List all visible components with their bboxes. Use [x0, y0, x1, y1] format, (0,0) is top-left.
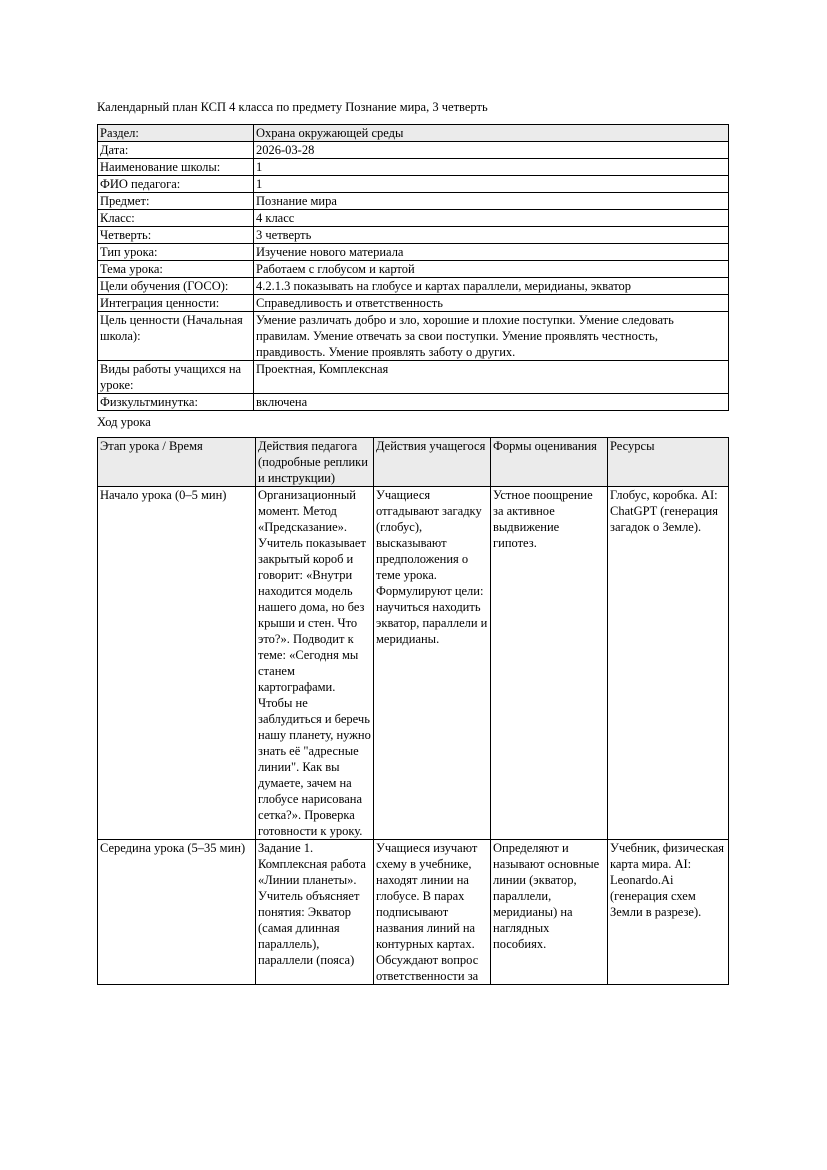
- table-row: [98, 159, 729, 176]
- info-value: 4 класс: [254, 210, 729, 227]
- info-label: Предмет:: [98, 193, 254, 210]
- info-label: ФИО педагога:: [98, 176, 254, 193]
- table-row: [98, 244, 729, 261]
- table-row: [98, 840, 729, 985]
- lesson-table-header-row: [98, 438, 729, 487]
- lesson-column-header: Ресурсы: [608, 438, 729, 487]
- table-row: [98, 193, 729, 210]
- lesson-cell-student: Учащиеся изучают схему в учебнике, находят линии на глобусе. В парах подписывают названия линий на контурных картах. Обсуждают вопрос ответственности за: [374, 840, 491, 985]
- info-value: Умение различать добро и зло, хорошие и плохие поступки. Умение следовать правилам. Умение отвечать за свои поступки. Умение проявлять честность, правдивость. Умение проявлять заботу о других.: [254, 312, 729, 361]
- info-label: Раздел:: [98, 125, 254, 142]
- lesson-cell-assessment: Устное поощрение за активное выдвижение гипотез.: [491, 487, 608, 840]
- document-title: Календарный план КСП 4 класса по предмету Познание мира, 3 четверть: [97, 100, 488, 114]
- table-row: [98, 125, 729, 142]
- info-value: Проектная, Комплексная: [254, 361, 729, 394]
- table-row: [98, 176, 729, 193]
- info-value: 1: [254, 159, 729, 176]
- lesson-info-table: [97, 124, 729, 411]
- info-label: Физкультминутка:: [98, 394, 254, 411]
- lesson-cell-student: Учащиеся отгадывают загадку (глобус), высказывают предположения о теме урока. Формулируют цели: научиться находить экватор, параллели и меридианы.: [374, 487, 491, 840]
- lesson-cell-teacher: Организационный момент. Метод «Предсказание». Учитель показывает закрытый короб и говорит: «Внутри находится модель нашего дома, но без крыши и стен. Что это?». Подводит к теме: «Сегодня мы станем картографами. Чтобы не заблудиться и беречь нашу планету, нужно знать её "адресные линии". Как вы думаете, зачем на глобусе нарисована сетка?». Проверка готовности к уроку.: [256, 487, 374, 840]
- table-row: [98, 487, 729, 840]
- section-heading: Ход урока: [97, 415, 151, 429]
- lesson-cell-teacher: Задание 1. Комплексная работа «Линии планеты». Учитель объясняет понятия: Экватор (самая длинная параллель), параллели (пояса): [256, 840, 374, 985]
- info-label: Интеграция ценности:: [98, 295, 254, 312]
- table-row: [98, 278, 729, 295]
- info-label: Наименование школы:: [98, 159, 254, 176]
- info-value: Справедливость и ответственность: [254, 295, 729, 312]
- info-label: Дата:: [98, 142, 254, 159]
- document-content: [97, 99, 728, 985]
- table-row: [98, 295, 729, 312]
- table-row: [98, 361, 729, 394]
- lesson-cell-resources: Учебник, физическая карта мира. AI: Leonardo.Ai (генерация схем Земли в разрезе).: [608, 840, 729, 985]
- info-label: Цель ценности (Начальная школа):: [98, 312, 254, 361]
- info-label: Цели обучения (ГОСО):: [98, 278, 254, 295]
- info-value: Работаем с глобусом и картой: [254, 261, 729, 278]
- info-label: Четверть:: [98, 227, 254, 244]
- table-row: [98, 312, 729, 361]
- info-label: Тема урока:: [98, 261, 254, 278]
- lesson-cell-resources: Глобус, коробка. AI: ChatGPT (генерация загадок о Земле).: [608, 487, 729, 840]
- info-value: 4.2.1.3 показывать на глобусе и картах параллели, меридианы, экватор: [254, 278, 729, 295]
- table-row: [98, 227, 729, 244]
- lesson-cell-stage: Середина урока (5–35 мин): [98, 840, 256, 985]
- info-value: Познание мира: [254, 193, 729, 210]
- lesson-column-header: Действия педагога (подробные реплики и инструкции): [256, 438, 374, 487]
- info-value: Изучение нового материала: [254, 244, 729, 261]
- info-value: 2026-03-28: [254, 142, 729, 159]
- lesson-column-header: Действия учащегося: [374, 438, 491, 487]
- table-row: [98, 394, 729, 411]
- lesson-flow-table: [97, 437, 729, 985]
- info-label: Виды работы учащихся на уроке:: [98, 361, 254, 394]
- lesson-cell-stage: Начало урока (0–5 мин): [98, 487, 256, 840]
- lesson-column-header: Формы оценивания: [491, 438, 608, 487]
- info-value: Охрана окружающей среды: [254, 125, 729, 142]
- table-row: [98, 142, 729, 159]
- lesson-cell-assessment: Определяют и называют основные линии (экватор, параллели, меридианы) на наглядных пособиях.: [491, 840, 608, 985]
- table-row: [98, 210, 729, 227]
- info-value: 3 четверть: [254, 227, 729, 244]
- info-label: Тип урока:: [98, 244, 254, 261]
- info-value: включена: [254, 394, 729, 411]
- table-row: [98, 261, 729, 278]
- info-label: Класс:: [98, 210, 254, 227]
- lesson-column-header: Этап урока / Время: [98, 438, 256, 487]
- info-value: 1: [254, 176, 729, 193]
